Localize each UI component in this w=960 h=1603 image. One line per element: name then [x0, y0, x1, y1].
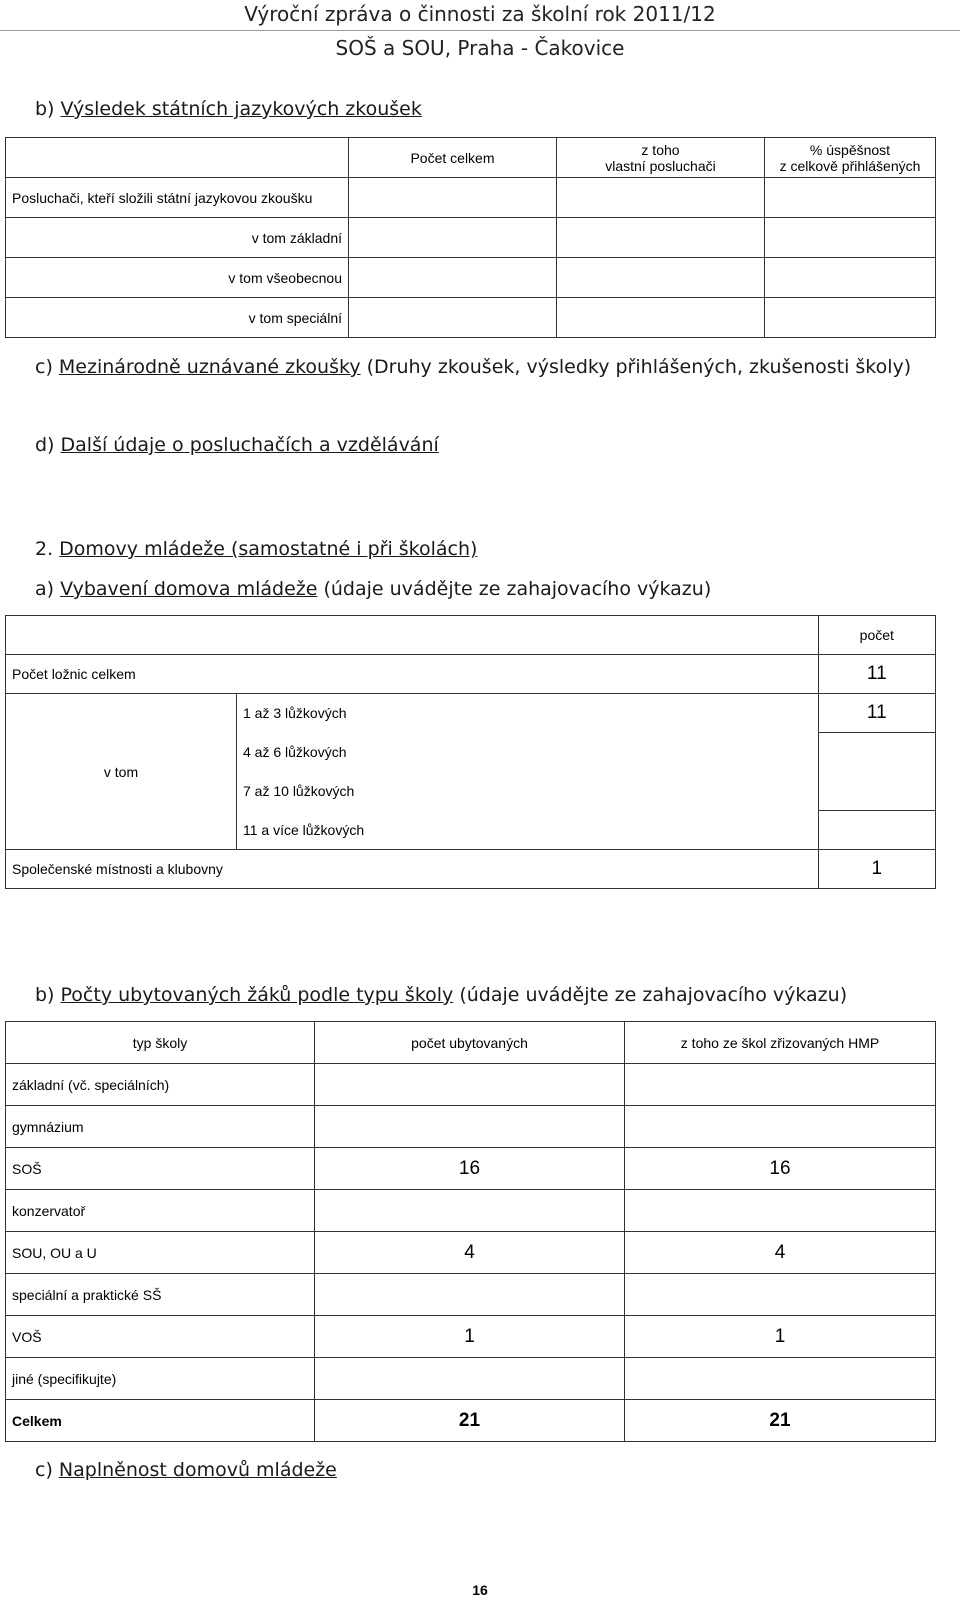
dormitory-equipment-table	[5, 615, 936, 889]
table-row-label: SOU, OU a U	[6, 1232, 315, 1274]
table-cell-count: 4	[315, 1232, 625, 1274]
table-row-label: SOŠ	[6, 1148, 315, 1190]
table-cell-hmp	[625, 1106, 936, 1148]
table-cell-count	[315, 1064, 625, 1106]
heading-accommodated-students: b) Počty ubytovaných žáků podle typu školy (údaje uvádějte ze zahajovacího výkazu)	[35, 984, 848, 1006]
col-accommodated-count: počet ubytovaných	[315, 1022, 625, 1064]
table-row-label: základní (vč. speciálních)	[6, 1064, 315, 1106]
table-cell-hmp	[625, 1064, 936, 1106]
value-social-rooms: 1	[818, 850, 935, 889]
heading-international-exams: c) Mezinárodně uznávané zkoušky (Druhy zkoušek, výsledky přihlášených, zkušenosti školy)	[35, 356, 912, 378]
heading-dormitory-equipment: a) Vybavení domova mládeže (údaje uvádějte ze zahajovacího výkazu)	[35, 578, 712, 600]
table-row-label: speciální a praktické SŠ	[6, 1274, 315, 1316]
page-number: 16	[472, 1582, 488, 1598]
table-row-label: gymnázium	[6, 1106, 315, 1148]
value-bed-category: 11	[818, 694, 935, 733]
accommodated-students-table	[5, 1021, 936, 1442]
table-row-label: konzervatoř	[6, 1190, 315, 1232]
table-cell-hmp: 4	[625, 1232, 936, 1274]
table-cell-total-count: 21	[315, 1400, 625, 1442]
row-bed-category: 11 a více lůžkových	[237, 811, 819, 850]
row-bedrooms-total: Počet ložnic celkem	[6, 655, 819, 694]
table-cell-hmp: 16	[625, 1148, 936, 1190]
table-cell-count	[315, 1274, 625, 1316]
table-row-total-label: Celkem	[6, 1400, 315, 1442]
label-v-tom: v tom	[6, 694, 237, 850]
col-school-type: typ školy	[6, 1022, 315, 1064]
table-row-label: VOŠ	[6, 1316, 315, 1358]
doc-header-subtitle: SOŠ a SOU, Praha - Čakovice	[335, 36, 625, 60]
table-cell-total-hmp: 21	[625, 1400, 936, 1442]
table-row-label: jiné (specifikujte)	[6, 1358, 315, 1400]
table-cell-hmp	[625, 1358, 936, 1400]
table-row-label: v tom speciální	[6, 298, 349, 338]
heading-language-exams: b) Výsledek státních jazykových zkoušek	[35, 98, 422, 120]
header-rule	[0, 30, 960, 31]
table-cell-hmp: 1	[625, 1316, 936, 1358]
table-cell-count	[315, 1358, 625, 1400]
table-cell-count	[315, 1106, 625, 1148]
value-bedrooms-total: 11	[818, 655, 935, 694]
row-bed-category: 1 až 3 lůžkových	[237, 694, 819, 733]
table-cell-hmp	[625, 1190, 936, 1232]
heading-dormitory-occupancy: c) Naplněnost domovů mládeže	[35, 1459, 337, 1481]
table-row-label: Posluchači, kteří složili státní jazykovou zkoušku	[6, 178, 349, 218]
heading-dormitories: 2. Domovy mládeže (samostatné i při školách)	[35, 538, 478, 560]
table-cell-count: 1	[315, 1316, 625, 1358]
col-hmp-count: z toho ze škol zřizovaných HMP	[625, 1022, 936, 1064]
table-cell-count	[315, 1190, 625, 1232]
col-success-rate: % úspěšnost z celkově přihlášených	[765, 138, 936, 178]
col-total: Počet celkem	[349, 138, 557, 178]
value-bed-category	[818, 733, 935, 811]
language-exams-table	[5, 137, 936, 338]
col-own-students: z toho vlastní posluchači	[557, 138, 765, 178]
heading-other-data: d) Další údaje o posluchačích a vzdělávání	[35, 434, 439, 456]
table-cell-count: 16	[315, 1148, 625, 1190]
row-bed-category: 7 až 10 lůžkových	[237, 772, 819, 811]
row-bed-category: 4 až 6 lůžkových	[237, 733, 819, 772]
doc-header-title: Výroční zpráva o činnosti za školní rok 2011/12	[244, 2, 716, 26]
table-row-label: v tom všeobecnou	[6, 258, 349, 298]
table-row-label: v tom základní	[6, 218, 349, 258]
row-social-rooms: Společenské místnosti a klubovny	[6, 850, 819, 889]
table-cell-hmp	[625, 1274, 936, 1316]
col-count: počet	[818, 616, 935, 655]
